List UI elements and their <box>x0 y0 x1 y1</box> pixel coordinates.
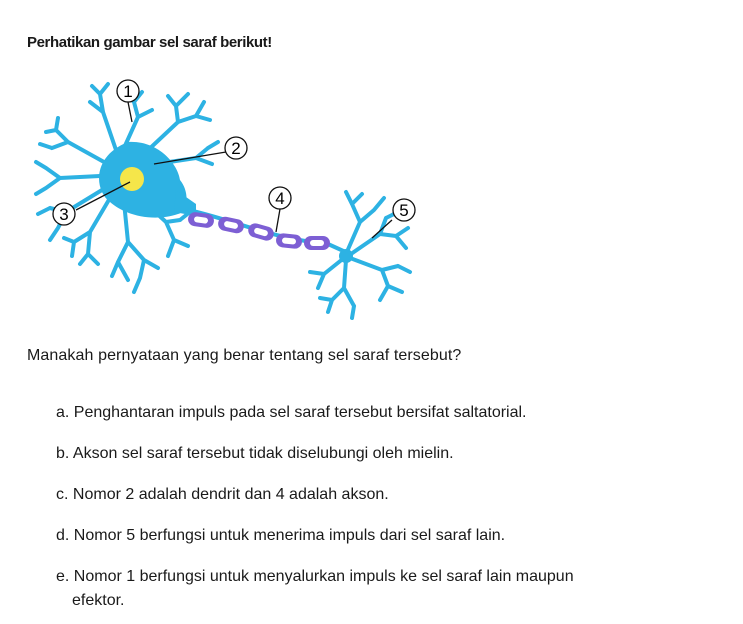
nucleus <box>120 167 144 191</box>
question-title: Perhatikan gambar sel saraf berikut! <box>27 34 272 51</box>
callout-2 <box>225 137 247 159</box>
question-text: Manakah pernyataan yang benar tentang sel saraf tersebut? <box>27 347 462 364</box>
callout-5 <box>393 199 415 221</box>
svg-text:4: 4 <box>275 189 285 208</box>
option-text-continued: efektor. <box>72 592 125 609</box>
option-c[interactable] <box>56 486 389 504</box>
option-d[interactable] <box>56 527 505 545</box>
callout-1 <box>117 80 139 102</box>
callout-4 <box>269 187 291 209</box>
neuron-diagram <box>28 72 428 322</box>
callout-3 <box>53 203 75 225</box>
terminal-junction <box>339 249 353 263</box>
option-text: Nomor 2 adalah dendrit dan 4 adalah akson. <box>72 486 389 503</box>
option-text: Penghantaran impuls pada sel saraf tersebut bersifat saltatorial. <box>73 404 527 421</box>
option-text: Akson sel saraf tersebut tidak diselubungi oleh mielin. <box>72 445 454 462</box>
svg-text:3: 3 <box>59 205 69 224</box>
svg-text:2: 2 <box>231 139 241 158</box>
option-letter: a. <box>56 404 70 421</box>
option-letter: e. <box>56 568 70 585</box>
option-text: Nomor 1 berfungsi untuk menyalurkan impuls ke sel saraf lain maupun <box>73 568 574 585</box>
option-a[interactable] <box>56 404 527 422</box>
svg-text:1: 1 <box>123 82 133 101</box>
option-letter: b. <box>56 445 70 462</box>
option-text: Nomor 5 berfungsi untuk menerima impuls dari sel saraf lain. <box>73 527 506 544</box>
option-letter: c. <box>56 486 69 503</box>
option-b[interactable] <box>56 445 454 463</box>
option-e[interactable] <box>56 565 676 613</box>
svg-text:5: 5 <box>399 201 409 220</box>
option-letter: d. <box>56 527 70 544</box>
